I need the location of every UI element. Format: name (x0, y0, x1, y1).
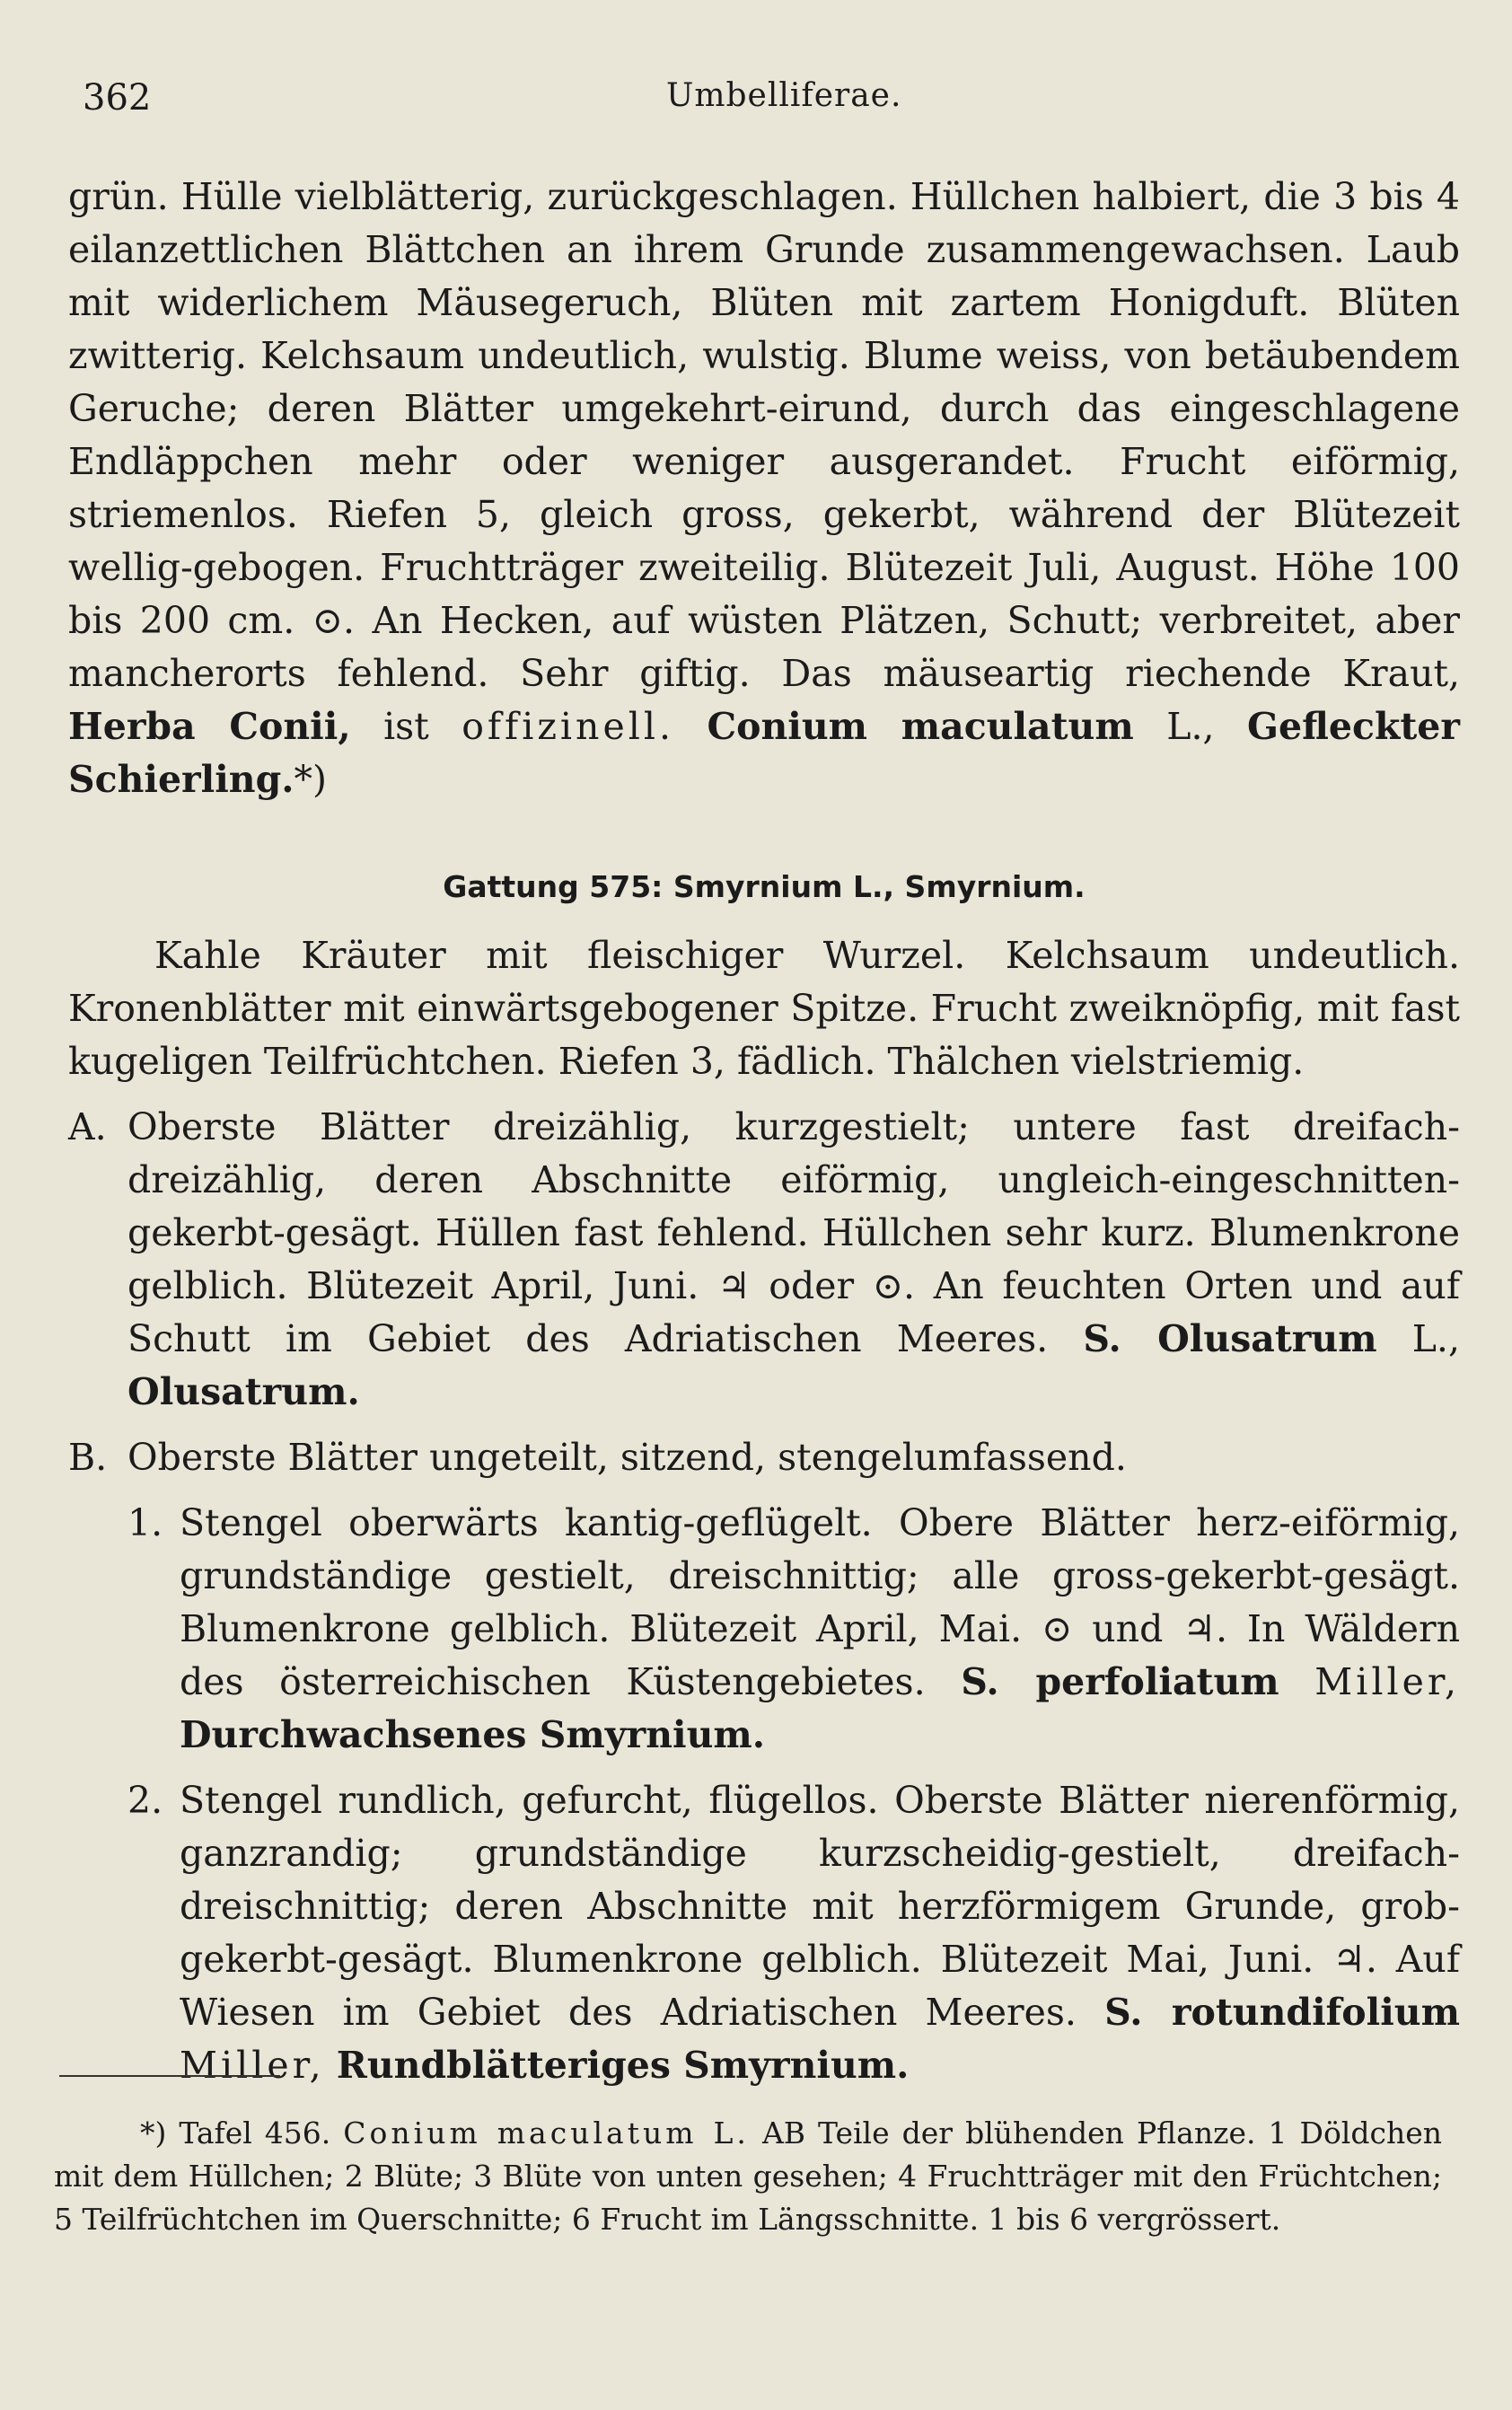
olusatrum-author: L., (1376, 1317, 1460, 1360)
genus-description: Kahle Kräuter mit fleischiger Wurzel. Kelchsaum undeutlich. Kronenblätter mit einwärtsgebogener Spitze. Frucht zweiknöpfig, mit fast kugeligen Teilfrüchtchen. Riefen 3, fädlich. Thälchen vielstriemig. (68, 934, 1460, 1083)
key-text-a (127, 1101, 1460, 1419)
key-item-b1 (127, 1497, 1460, 1762)
olusatrum-species: S. Olusatrum (1083, 1317, 1377, 1360)
olusatrum-common: Olusatrum. (127, 1370, 360, 1413)
footnote (54, 2112, 1442, 2241)
conium-description (68, 171, 1460, 806)
perfoliatum-species: S. perfoliatum (961, 1660, 1279, 1703)
offizinell-text: offizinell. (462, 705, 674, 748)
page-header (0, 77, 1512, 122)
key-text-b2 (180, 1774, 1460, 2092)
key-text-b1 (180, 1497, 1460, 1762)
rotundifolium-common: Rundblätteriges Smyrnium. (336, 2044, 910, 2087)
perfoliatum-common: Durchwachsenes Smyrnium. (180, 1713, 766, 1756)
running-title: Umbelliferae. (666, 77, 902, 114)
key-item-b2 (127, 1774, 1460, 2092)
conium-text: grün. Hülle vielblätterig, zurückgeschlagen. Hüllchen halbiert, die 3 bis 4 eilanzettlichen Blättchen an ihrem Grunde zusammengewachsen. Laub mit widerlichem Mäusegeruch, Blüten mit zartem Honigduft. Blüten zwitterig. Kelchsaum undeutlich, wulstig. Blume weiss, von betäubendem Geruche; deren Blätter umgekehrt-eirund, durch das eingeschlagene Endläppchen mehr oder weniger ausgerandet. Frucht eiförmig, striemenlos. Riefen 5, gleich gross, gekerbt, während der Blütezeit wellig-gebogen. Fruchtträger zweiteilig. Blütezeit Juli, August. Höhe 100 bis 200 cm. ⊙. An Hecken, auf wüsten Plätzen, Schutt; verbreitet, aber mancherorts fehlend. Sehr giftig. Das mäuseartig riechende Kraut, (68, 175, 1460, 695)
genus-heading: Gattung 575: Smyrnium L., Smyrnium. (443, 869, 1086, 904)
key-text-b: Oberste Blätter ungeteilt, sitzend, stengelumfassend. (127, 1436, 1127, 1479)
perfoliatum-author: Miller, (1314, 1660, 1460, 1703)
ist-text: ist (350, 705, 462, 748)
footnote-species: Conium maculatum L. (343, 2115, 750, 2151)
key-b1-description: Stengel oberwärts kantig-geflügelt. Obere Blätter herz-eiförmig, grundständige gestielt, dreischnittig; alle gross-gekerbt-gesägt. Blumenkrone gelblich. Blütezeit April, Mai. ⊙ und ♃. In Wäldern des österreichischen Küstengebietes. (180, 1501, 1460, 1703)
key-label-a: A. (68, 1105, 107, 1148)
conium-common-name: Gefleckter Schierling. (68, 705, 1460, 801)
herba-conii: Herba Conii, (68, 705, 351, 748)
key-b2-description: Stengel rundlich, gefurcht, flügellos. Oberste Blätter nierenförmig, ganzrandig; grundständige kurzscheidig-gestielt, dreifach-dreischnittig; deren Abschnitte mit herzförmigem Grunde, grob-gekerbt-gesägt. Blumenkrone gelblich. Blütezeit Mai, Juni. ♃. Auf Wiesen im Gebiet des Adriatischen Meeres. (180, 1779, 1460, 2034)
footnote-divider (59, 2075, 280, 2077)
footnote-ref: *) (294, 758, 328, 801)
footnote-text (54, 2112, 1442, 2241)
footnote-body: AB Teile der blühenden Pflanze. 1 Döldchen mit dem Hüllchen; 2 Blüte; 3 Blüte von unten gesehen; 4 Fruchtträger mit den Früchtchen; 5 Teilfrüchtchen im Querschnitte; 6 Frucht im Längsschnitte. 1 bis 6 vergrössert. (54, 2115, 1443, 2237)
page-number: 362 (83, 77, 152, 119)
conium-species-name: Conium maculatum (707, 705, 1134, 748)
key-a-description: Oberste Blätter dreizählig, kurzgestielt; untere fast dreifach-dreizählig, deren Abschnitte eiförmig, ungleich-eingeschnitten-gekerbt-gesägt. Hüllen fast fehlend. Hüllchen sehr kurz. Blumenkrone gelblich. Blütezeit April, Juni. ♃ oder ⊙. An feuchten Orten und auf Schutt im Gebiet des Adriatischen Meeres. (127, 1105, 1460, 1360)
page-body (68, 171, 1460, 2092)
rotundifolium-species: S. rotundifolium (1104, 1991, 1460, 2034)
key-item-b (68, 1431, 1460, 1484)
key-label-b: B. (68, 1436, 108, 1479)
footnote-marker: *) Tafel 456. (140, 2115, 331, 2151)
key-label-b1: 1. (127, 1501, 163, 1544)
conium-author: L., (1133, 705, 1247, 748)
key-item-a (68, 1101, 1460, 1419)
rotundifolium-author: Miller, (180, 2044, 325, 2087)
key-label-b2: 2. (127, 1779, 163, 1822)
